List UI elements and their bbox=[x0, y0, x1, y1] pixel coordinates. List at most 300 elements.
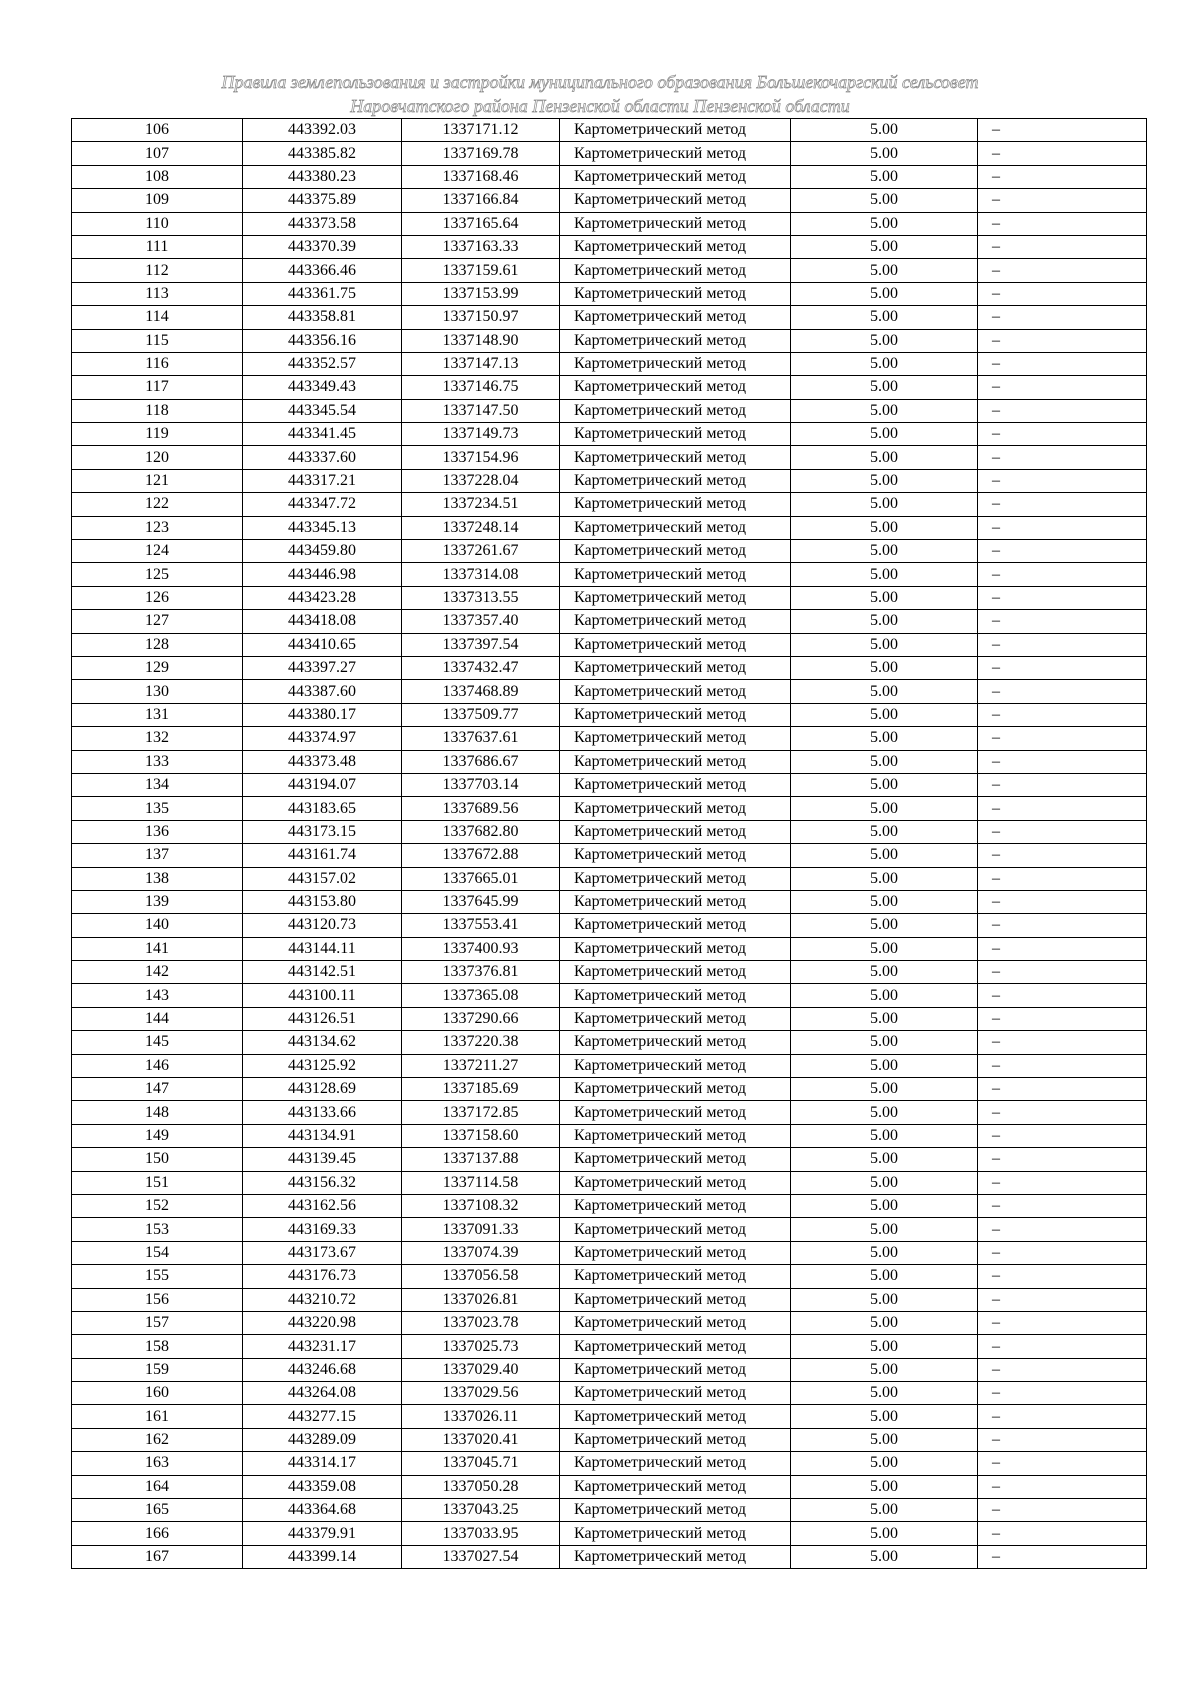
description-cell: – bbox=[978, 890, 1147, 913]
accuracy-cell: 5.00 bbox=[791, 1241, 978, 1264]
point-number-cell: 123 bbox=[72, 516, 243, 539]
x-coordinate-cell: 443194.07 bbox=[243, 773, 402, 796]
y-coordinate-cell: 1337171.12 bbox=[402, 119, 560, 142]
method-cell: Картометрический метод bbox=[560, 773, 791, 796]
y-coordinate-cell: 1337023.78 bbox=[402, 1311, 560, 1334]
description-cell: – bbox=[978, 750, 1147, 773]
point-number-cell: 133 bbox=[72, 750, 243, 773]
accuracy-cell: 5.00 bbox=[791, 773, 978, 796]
accuracy-cell: 5.00 bbox=[791, 119, 978, 142]
x-coordinate-cell: 443385.82 bbox=[243, 142, 402, 165]
table-row bbox=[72, 1358, 1147, 1381]
method-cell: Картометрический метод bbox=[560, 376, 791, 399]
table-row bbox=[72, 1475, 1147, 1498]
method-cell: Картометрический метод bbox=[560, 189, 791, 212]
description-cell: – bbox=[978, 984, 1147, 1007]
method-cell: Картометрический метод bbox=[560, 1124, 791, 1147]
description-cell: – bbox=[978, 820, 1147, 843]
point-number-cell: 139 bbox=[72, 890, 243, 913]
method-cell: Картометрический метод bbox=[560, 914, 791, 937]
table-row bbox=[72, 423, 1147, 446]
point-number-cell: 129 bbox=[72, 656, 243, 679]
table-row bbox=[72, 844, 1147, 867]
accuracy-cell: 5.00 bbox=[791, 1124, 978, 1147]
table-row bbox=[72, 306, 1147, 329]
method-cell: Картометрический метод bbox=[560, 1428, 791, 1451]
y-coordinate-cell: 1337154.96 bbox=[402, 446, 560, 469]
description-cell: – bbox=[978, 399, 1147, 422]
y-coordinate-cell: 1337149.73 bbox=[402, 423, 560, 446]
y-coordinate-cell: 1337025.73 bbox=[402, 1335, 560, 1358]
point-number-cell: 141 bbox=[72, 937, 243, 960]
method-cell: Картометрический метод bbox=[560, 820, 791, 843]
method-cell: Картометрический метод bbox=[560, 727, 791, 750]
accuracy-cell: 5.00 bbox=[791, 1171, 978, 1194]
table-row bbox=[72, 680, 1147, 703]
y-coordinate-cell: 1337689.56 bbox=[402, 797, 560, 820]
table-row bbox=[72, 119, 1147, 142]
table-row bbox=[72, 914, 1147, 937]
table-row bbox=[72, 1428, 1147, 1451]
point-number-cell: 142 bbox=[72, 961, 243, 984]
x-coordinate-cell: 443156.32 bbox=[243, 1171, 402, 1194]
table-row bbox=[72, 1124, 1147, 1147]
y-coordinate-cell: 1337509.77 bbox=[402, 703, 560, 726]
method-cell: Картометрический метод bbox=[560, 1499, 791, 1522]
x-coordinate-cell: 443380.17 bbox=[243, 703, 402, 726]
description-cell: – bbox=[978, 961, 1147, 984]
accuracy-cell: 5.00 bbox=[791, 1218, 978, 1241]
table-row bbox=[72, 446, 1147, 469]
x-coordinate-cell: 443446.98 bbox=[243, 563, 402, 586]
point-number-cell: 165 bbox=[72, 1499, 243, 1522]
point-number-cell: 125 bbox=[72, 563, 243, 586]
accuracy-cell: 5.00 bbox=[791, 306, 978, 329]
point-number-cell: 140 bbox=[72, 914, 243, 937]
y-coordinate-cell: 1337261.67 bbox=[402, 540, 560, 563]
y-coordinate-cell: 1337159.61 bbox=[402, 259, 560, 282]
point-number-cell: 111 bbox=[72, 235, 243, 258]
x-coordinate-cell: 443356.16 bbox=[243, 329, 402, 352]
y-coordinate-cell: 1337108.32 bbox=[402, 1194, 560, 1217]
table-row bbox=[72, 984, 1147, 1007]
y-coordinate-cell: 1337147.50 bbox=[402, 399, 560, 422]
x-coordinate-cell: 443133.66 bbox=[243, 1101, 402, 1124]
description-cell: – bbox=[978, 1101, 1147, 1124]
point-number-cell: 159 bbox=[72, 1358, 243, 1381]
accuracy-cell: 5.00 bbox=[791, 1288, 978, 1311]
accuracy-cell: 5.00 bbox=[791, 469, 978, 492]
x-coordinate-cell: 443379.91 bbox=[243, 1522, 402, 1545]
y-coordinate-cell: 1337163.33 bbox=[402, 235, 560, 258]
y-coordinate-cell: 1337637.61 bbox=[402, 727, 560, 750]
accuracy-cell: 5.00 bbox=[791, 750, 978, 773]
description-cell: – bbox=[978, 1241, 1147, 1264]
method-cell: Картометрический метод bbox=[560, 586, 791, 609]
y-coordinate-cell: 1337665.01 bbox=[402, 867, 560, 890]
table-row bbox=[72, 1171, 1147, 1194]
y-coordinate-cell: 1337033.95 bbox=[402, 1522, 560, 1545]
description-cell: – bbox=[978, 1194, 1147, 1217]
x-coordinate-cell: 443358.81 bbox=[243, 306, 402, 329]
accuracy-cell: 5.00 bbox=[791, 1031, 978, 1054]
description-cell: – bbox=[978, 165, 1147, 188]
method-cell: Картометрический метод bbox=[560, 750, 791, 773]
table-row bbox=[72, 633, 1147, 656]
table-row bbox=[72, 1499, 1147, 1522]
accuracy-cell: 5.00 bbox=[791, 961, 978, 984]
y-coordinate-cell: 1337357.40 bbox=[402, 610, 560, 633]
accuracy-cell: 5.00 bbox=[791, 235, 978, 258]
y-coordinate-cell: 1337397.54 bbox=[402, 633, 560, 656]
table-row bbox=[72, 1101, 1147, 1124]
accuracy-cell: 5.00 bbox=[791, 189, 978, 212]
point-number-cell: 115 bbox=[72, 329, 243, 352]
x-coordinate-cell: 443210.72 bbox=[243, 1288, 402, 1311]
accuracy-cell: 5.00 bbox=[791, 1358, 978, 1381]
point-number-cell: 150 bbox=[72, 1148, 243, 1171]
y-coordinate-cell: 1337169.78 bbox=[402, 142, 560, 165]
point-number-cell: 162 bbox=[72, 1428, 243, 1451]
method-cell: Картометрический метод bbox=[560, 399, 791, 422]
x-coordinate-cell: 443366.46 bbox=[243, 259, 402, 282]
table-row bbox=[72, 329, 1147, 352]
description-cell: – bbox=[978, 937, 1147, 960]
table-row bbox=[72, 867, 1147, 890]
x-coordinate-cell: 443314.17 bbox=[243, 1452, 402, 1475]
accuracy-cell: 5.00 bbox=[791, 1194, 978, 1217]
accuracy-cell: 5.00 bbox=[791, 563, 978, 586]
method-cell: Картометрический метод bbox=[560, 1241, 791, 1264]
method-cell: Картометрический метод bbox=[560, 119, 791, 142]
x-coordinate-cell: 443139.45 bbox=[243, 1148, 402, 1171]
point-number-cell: 136 bbox=[72, 820, 243, 843]
point-number-cell: 147 bbox=[72, 1078, 243, 1101]
y-coordinate-cell: 1337043.25 bbox=[402, 1499, 560, 1522]
table-body bbox=[72, 119, 1147, 1569]
accuracy-cell: 5.00 bbox=[791, 1265, 978, 1288]
point-number-cell: 113 bbox=[72, 282, 243, 305]
x-coordinate-cell: 443349.43 bbox=[243, 376, 402, 399]
description-cell: – bbox=[978, 1475, 1147, 1498]
accuracy-cell: 5.00 bbox=[791, 493, 978, 516]
x-coordinate-cell: 443361.75 bbox=[243, 282, 402, 305]
y-coordinate-cell: 1337553.41 bbox=[402, 914, 560, 937]
description-cell: – bbox=[978, 773, 1147, 796]
description-cell: – bbox=[978, 680, 1147, 703]
description-cell: – bbox=[978, 1522, 1147, 1545]
description-cell: – bbox=[978, 586, 1147, 609]
x-coordinate-cell: 443220.98 bbox=[243, 1311, 402, 1334]
description-cell: – bbox=[978, 633, 1147, 656]
accuracy-cell: 5.00 bbox=[791, 656, 978, 679]
description-cell: – bbox=[978, 1545, 1147, 1568]
point-number-cell: 135 bbox=[72, 797, 243, 820]
accuracy-cell: 5.00 bbox=[791, 1475, 978, 1498]
x-coordinate-cell: 443134.62 bbox=[243, 1031, 402, 1054]
y-coordinate-cell: 1337432.47 bbox=[402, 656, 560, 679]
y-coordinate-cell: 1337026.81 bbox=[402, 1288, 560, 1311]
method-cell: Картометрический метод bbox=[560, 259, 791, 282]
point-number-cell: 128 bbox=[72, 633, 243, 656]
table-row bbox=[72, 142, 1147, 165]
point-number-cell: 166 bbox=[72, 1522, 243, 1545]
method-cell: Картометрический метод bbox=[560, 142, 791, 165]
point-number-cell: 152 bbox=[72, 1194, 243, 1217]
x-coordinate-cell: 443157.02 bbox=[243, 867, 402, 890]
method-cell: Картометрический метод bbox=[560, 703, 791, 726]
table-row bbox=[72, 376, 1147, 399]
table-row bbox=[72, 1007, 1147, 1030]
x-coordinate-cell: 443423.28 bbox=[243, 586, 402, 609]
description-cell: – bbox=[978, 1288, 1147, 1311]
accuracy-cell: 5.00 bbox=[791, 1335, 978, 1358]
table-row bbox=[72, 399, 1147, 422]
table-row bbox=[72, 165, 1147, 188]
description-cell: – bbox=[978, 1311, 1147, 1334]
accuracy-cell: 5.00 bbox=[791, 1545, 978, 1568]
y-coordinate-cell: 1337686.67 bbox=[402, 750, 560, 773]
x-coordinate-cell: 443374.97 bbox=[243, 727, 402, 750]
x-coordinate-cell: 443120.73 bbox=[243, 914, 402, 937]
description-cell: – bbox=[978, 352, 1147, 375]
x-coordinate-cell: 443183.65 bbox=[243, 797, 402, 820]
method-cell: Картометрический метод bbox=[560, 493, 791, 516]
accuracy-cell: 5.00 bbox=[791, 540, 978, 563]
y-coordinate-cell: 1337234.51 bbox=[402, 493, 560, 516]
accuracy-cell: 5.00 bbox=[791, 1054, 978, 1077]
accuracy-cell: 5.00 bbox=[791, 890, 978, 913]
y-coordinate-cell: 1337114.58 bbox=[402, 1171, 560, 1194]
point-number-cell: 148 bbox=[72, 1101, 243, 1124]
table-row bbox=[72, 235, 1147, 258]
method-cell: Картометрический метод bbox=[560, 656, 791, 679]
accuracy-cell: 5.00 bbox=[791, 844, 978, 867]
point-number-cell: 106 bbox=[72, 119, 243, 142]
point-number-cell: 156 bbox=[72, 1288, 243, 1311]
table-row bbox=[72, 282, 1147, 305]
method-cell: Картометрический метод bbox=[560, 423, 791, 446]
y-coordinate-cell: 1337056.58 bbox=[402, 1265, 560, 1288]
table-row bbox=[72, 352, 1147, 375]
table-row bbox=[72, 1031, 1147, 1054]
x-coordinate-cell: 443289.09 bbox=[243, 1428, 402, 1451]
y-coordinate-cell: 1337146.75 bbox=[402, 376, 560, 399]
table-row bbox=[72, 1265, 1147, 1288]
description-cell: – bbox=[978, 423, 1147, 446]
table-row bbox=[72, 259, 1147, 282]
point-number-cell: 154 bbox=[72, 1241, 243, 1264]
method-cell: Картометрический метод bbox=[560, 446, 791, 469]
y-coordinate-cell: 1337400.93 bbox=[402, 937, 560, 960]
description-cell: – bbox=[978, 914, 1147, 937]
method-cell: Картометрический метод bbox=[560, 329, 791, 352]
accuracy-cell: 5.00 bbox=[791, 820, 978, 843]
header-line-2: Наровчатского района Пензенской области Пензенской области bbox=[350, 96, 850, 116]
description-cell: – bbox=[978, 493, 1147, 516]
point-number-cell: 160 bbox=[72, 1382, 243, 1405]
point-number-cell: 109 bbox=[72, 189, 243, 212]
point-number-cell: 151 bbox=[72, 1171, 243, 1194]
accuracy-cell: 5.00 bbox=[791, 212, 978, 235]
point-number-cell: 112 bbox=[72, 259, 243, 282]
accuracy-cell: 5.00 bbox=[791, 1405, 978, 1428]
x-coordinate-cell: 443387.60 bbox=[243, 680, 402, 703]
method-cell: Картометрический метод bbox=[560, 1335, 791, 1358]
point-number-cell: 153 bbox=[72, 1218, 243, 1241]
table-row bbox=[72, 493, 1147, 516]
y-coordinate-cell: 1337165.64 bbox=[402, 212, 560, 235]
x-coordinate-cell: 443399.14 bbox=[243, 1545, 402, 1568]
method-cell: Картометрический метод bbox=[560, 1218, 791, 1241]
y-coordinate-cell: 1337091.33 bbox=[402, 1218, 560, 1241]
accuracy-cell: 5.00 bbox=[791, 914, 978, 937]
description-cell: – bbox=[978, 212, 1147, 235]
accuracy-cell: 5.00 bbox=[791, 937, 978, 960]
method-cell: Картометрический метод bbox=[560, 937, 791, 960]
accuracy-cell: 5.00 bbox=[791, 446, 978, 469]
accuracy-cell: 5.00 bbox=[791, 352, 978, 375]
table-row bbox=[72, 1078, 1147, 1101]
x-coordinate-cell: 443345.13 bbox=[243, 516, 402, 539]
x-coordinate-cell: 443373.48 bbox=[243, 750, 402, 773]
method-cell: Картометрический метод bbox=[560, 1475, 791, 1498]
y-coordinate-cell: 1337153.99 bbox=[402, 282, 560, 305]
x-coordinate-cell: 443125.92 bbox=[243, 1054, 402, 1077]
method-cell: Картометрический метод bbox=[560, 1288, 791, 1311]
description-cell: – bbox=[978, 1124, 1147, 1147]
y-coordinate-cell: 1337703.14 bbox=[402, 773, 560, 796]
y-coordinate-cell: 1337147.13 bbox=[402, 352, 560, 375]
accuracy-cell: 5.00 bbox=[791, 282, 978, 305]
y-coordinate-cell: 1337027.54 bbox=[402, 1545, 560, 1568]
x-coordinate-cell: 443142.51 bbox=[243, 961, 402, 984]
table-row bbox=[72, 1054, 1147, 1077]
method-cell: Картометрический метод bbox=[560, 1405, 791, 1428]
x-coordinate-cell: 443100.11 bbox=[243, 984, 402, 1007]
x-coordinate-cell: 443337.60 bbox=[243, 446, 402, 469]
method-cell: Картометрический метод bbox=[560, 633, 791, 656]
table-row bbox=[72, 750, 1147, 773]
x-coordinate-cell: 443144.11 bbox=[243, 937, 402, 960]
x-coordinate-cell: 443373.58 bbox=[243, 212, 402, 235]
x-coordinate-cell: 443153.80 bbox=[243, 890, 402, 913]
table-row bbox=[72, 1241, 1147, 1264]
accuracy-cell: 5.00 bbox=[791, 516, 978, 539]
point-number-cell: 157 bbox=[72, 1311, 243, 1334]
x-coordinate-cell: 443397.27 bbox=[243, 656, 402, 679]
table-row bbox=[72, 727, 1147, 750]
description-cell: – bbox=[978, 516, 1147, 539]
accuracy-cell: 5.00 bbox=[791, 703, 978, 726]
table-row bbox=[72, 563, 1147, 586]
method-cell: Картометрический метод bbox=[560, 1194, 791, 1217]
point-number-cell: 137 bbox=[72, 844, 243, 867]
y-coordinate-cell: 1337029.40 bbox=[402, 1358, 560, 1381]
point-number-cell: 138 bbox=[72, 867, 243, 890]
point-number-cell: 124 bbox=[72, 540, 243, 563]
table-row bbox=[72, 1452, 1147, 1475]
accuracy-cell: 5.00 bbox=[791, 586, 978, 609]
description-cell: – bbox=[978, 1218, 1147, 1241]
table-row bbox=[72, 656, 1147, 679]
x-coordinate-cell: 443364.68 bbox=[243, 1499, 402, 1522]
point-number-cell: 149 bbox=[72, 1124, 243, 1147]
table-row bbox=[72, 1335, 1147, 1358]
table-row bbox=[72, 797, 1147, 820]
x-coordinate-cell: 443459.80 bbox=[243, 540, 402, 563]
y-coordinate-cell: 1337313.55 bbox=[402, 586, 560, 609]
accuracy-cell: 5.00 bbox=[791, 610, 978, 633]
table-row bbox=[72, 540, 1147, 563]
accuracy-cell: 5.00 bbox=[791, 329, 978, 352]
y-coordinate-cell: 1337158.60 bbox=[402, 1124, 560, 1147]
point-number-cell: 120 bbox=[72, 446, 243, 469]
method-cell: Картометрический метод bbox=[560, 867, 791, 890]
accuracy-cell: 5.00 bbox=[791, 423, 978, 446]
x-coordinate-cell: 443277.15 bbox=[243, 1405, 402, 1428]
coordinates-table bbox=[71, 118, 1147, 1569]
accuracy-cell: 5.00 bbox=[791, 1101, 978, 1124]
description-cell: – bbox=[978, 329, 1147, 352]
method-cell: Картометрический метод bbox=[560, 235, 791, 258]
x-coordinate-cell: 443231.17 bbox=[243, 1335, 402, 1358]
y-coordinate-cell: 1337672.88 bbox=[402, 844, 560, 867]
x-coordinate-cell: 443162.56 bbox=[243, 1194, 402, 1217]
point-number-cell: 116 bbox=[72, 352, 243, 375]
point-number-cell: 122 bbox=[72, 493, 243, 516]
table-row bbox=[72, 1288, 1147, 1311]
x-coordinate-cell: 443126.51 bbox=[243, 1007, 402, 1030]
y-coordinate-cell: 1337148.90 bbox=[402, 329, 560, 352]
accuracy-cell: 5.00 bbox=[791, 1148, 978, 1171]
method-cell: Картометрический метод bbox=[560, 1148, 791, 1171]
point-number-cell: 143 bbox=[72, 984, 243, 1007]
table-row bbox=[72, 1522, 1147, 1545]
method-cell: Картометрический метод bbox=[560, 1311, 791, 1334]
description-cell: – bbox=[978, 867, 1147, 890]
x-coordinate-cell: 443359.08 bbox=[243, 1475, 402, 1498]
description-cell: – bbox=[978, 142, 1147, 165]
table-row bbox=[72, 189, 1147, 212]
description-cell: – bbox=[978, 1078, 1147, 1101]
description-cell: – bbox=[978, 844, 1147, 867]
description-cell: – bbox=[978, 563, 1147, 586]
y-coordinate-cell: 1337645.99 bbox=[402, 890, 560, 913]
method-cell: Картометрический метод bbox=[560, 1452, 791, 1475]
point-number-cell: 108 bbox=[72, 165, 243, 188]
y-coordinate-cell: 1337185.69 bbox=[402, 1078, 560, 1101]
point-number-cell: 167 bbox=[72, 1545, 243, 1568]
method-cell: Картометрический метод bbox=[560, 352, 791, 375]
method-cell: Картометрический метод bbox=[560, 961, 791, 984]
point-number-cell: 121 bbox=[72, 469, 243, 492]
x-coordinate-cell: 443173.67 bbox=[243, 1241, 402, 1264]
table-row bbox=[72, 1148, 1147, 1171]
point-number-cell: 155 bbox=[72, 1265, 243, 1288]
accuracy-cell: 5.00 bbox=[791, 984, 978, 1007]
description-cell: – bbox=[978, 1405, 1147, 1428]
y-coordinate-cell: 1337168.46 bbox=[402, 165, 560, 188]
y-coordinate-cell: 1337050.28 bbox=[402, 1475, 560, 1498]
x-coordinate-cell: 443370.39 bbox=[243, 235, 402, 258]
description-cell: – bbox=[978, 727, 1147, 750]
table-row bbox=[72, 961, 1147, 984]
description-cell: – bbox=[978, 610, 1147, 633]
point-number-cell: 118 bbox=[72, 399, 243, 422]
table-row bbox=[72, 703, 1147, 726]
table-row bbox=[72, 1194, 1147, 1217]
